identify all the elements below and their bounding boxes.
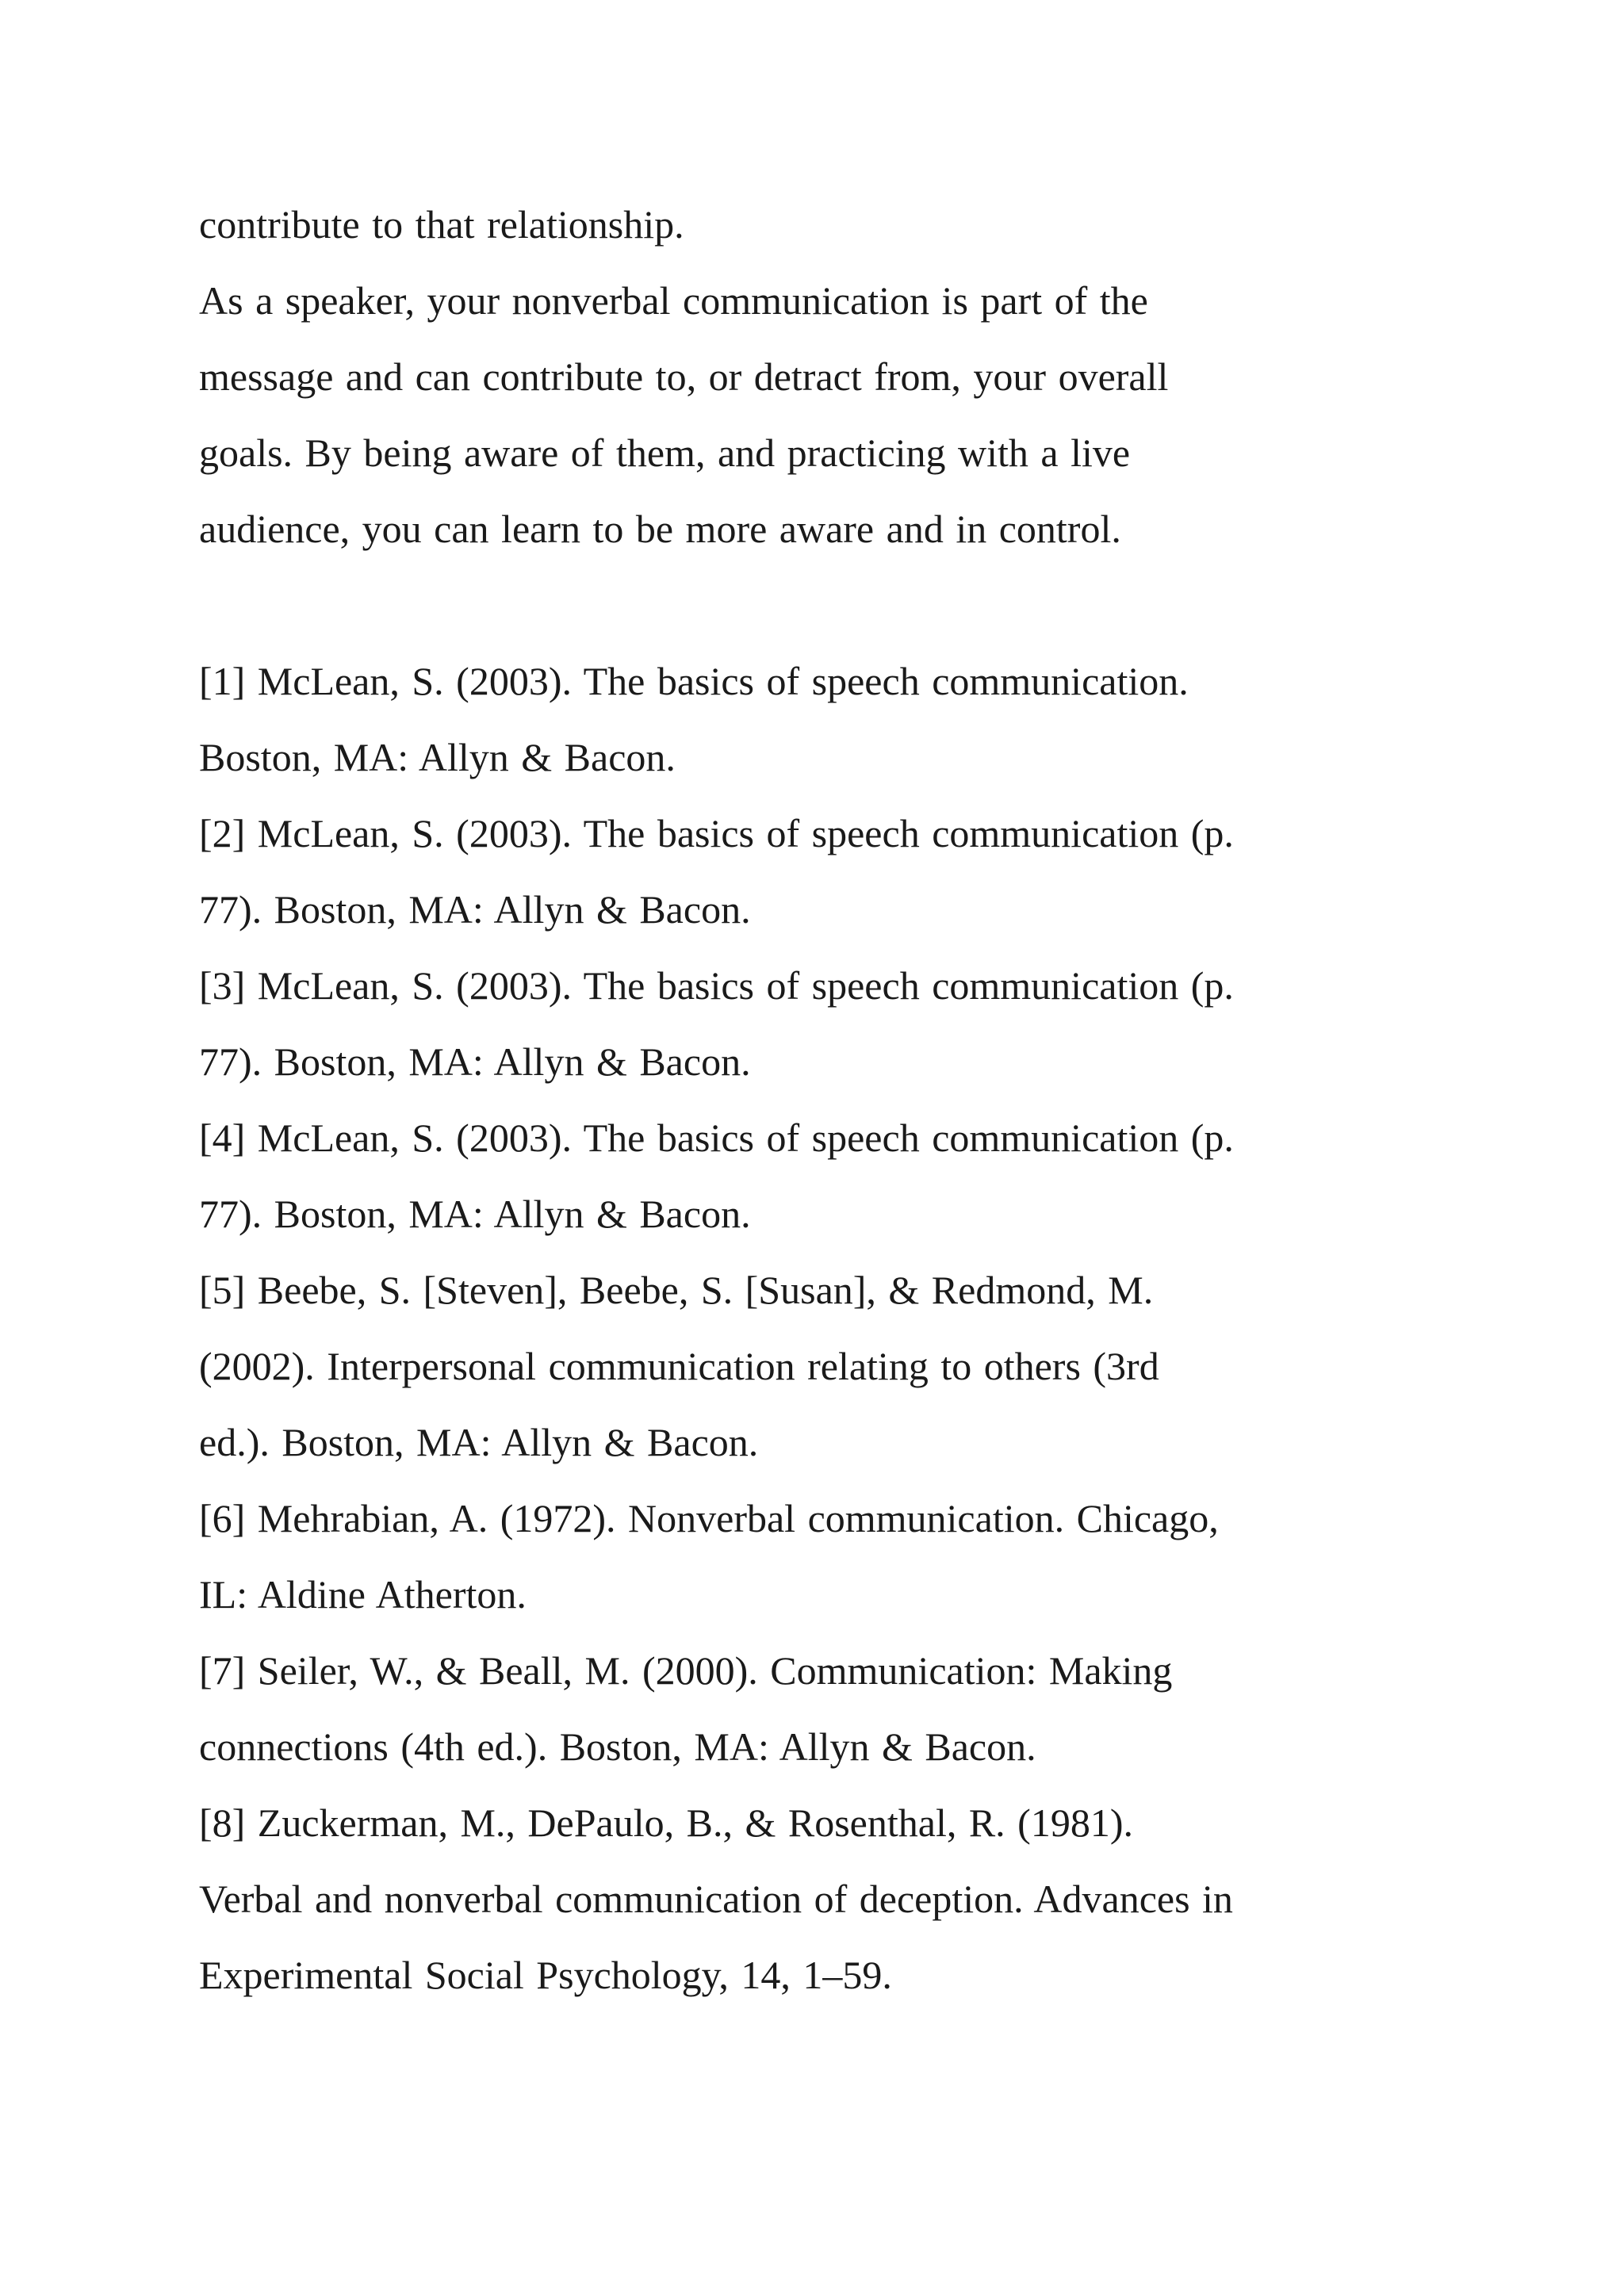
reference-line: [6] Mehrabian, A. (1972). Nonverbal communication. Chicago, — [199, 1496, 1219, 1540]
reference-item — [199, 1100, 1452, 1252]
reference-item — [199, 1480, 1452, 1632]
reference-line: [3] McLean, S. (2003). The basics of speech communication (p. — [199, 963, 1234, 1008]
body-line: contribute to that relationship. — [199, 202, 684, 247]
reference-item — [199, 643, 1452, 795]
reference-item — [199, 1785, 1452, 2013]
body-line: audience, you can learn to be more aware and in control. — [199, 507, 1121, 551]
body-line: message and can contribute to, or detract from, your overall — [199, 354, 1169, 399]
reference-line: (2002). Interpersonal communication relating to others (3rd — [199, 1344, 1159, 1388]
reference-line: 77). Boston, MA: Allyn & Bacon. — [199, 887, 751, 932]
reference-list — [199, 643, 1452, 2013]
reference-line: Boston, MA: Allyn & Bacon. — [199, 735, 676, 779]
reference-line: [8] Zuckerman, M., DePaulo, B., & Rosenthal, R. (1981). — [199, 1800, 1133, 1845]
reference-line: connections (4th ed.). Boston, MA: Allyn & Bacon. — [199, 1724, 1036, 1769]
reference-line: [2] McLean, S. (2003). The basics of speech communication (p. — [199, 811, 1234, 855]
reference-item — [199, 947, 1452, 1100]
page-content — [199, 186, 1452, 2013]
reference-line: ed.). Boston, MA: Allyn & Bacon. — [199, 1420, 759, 1464]
reference-line: [5] Beebe, S. [Steven], Beebe, S. [Susan], & Redmond, M. — [199, 1268, 1154, 1312]
body-line: goals. By being aware of them, and practicing with a live — [199, 430, 1131, 475]
reference-line: [7] Seiler, W., & Beall, M. (2000). Communication: Making — [199, 1648, 1173, 1693]
reference-item — [199, 1252, 1452, 1480]
reference-item — [199, 795, 1452, 947]
reference-line: 77). Boston, MA: Allyn & Bacon. — [199, 1192, 751, 1236]
reference-line: Verbal and nonverbal communication of deception. Advances in — [199, 1877, 1233, 1921]
reference-item — [199, 1632, 1452, 1785]
paragraph-gap — [199, 567, 1452, 643]
reference-line: [1] McLean, S. (2003). The basics of speech communication. — [199, 659, 1189, 703]
reference-line: 77). Boston, MA: Allyn & Bacon. — [199, 1039, 751, 1084]
reference-line: [4] McLean, S. (2003). The basics of speech communication (p. — [199, 1115, 1234, 1160]
body-paragraph — [199, 186, 1452, 567]
reference-line: Experimental Social Psychology, 14, 1–59. — [199, 1953, 892, 1997]
reference-line: IL: Aldine Atherton. — [199, 1572, 527, 1617]
body-line: As a speaker, your nonverbal communication is part of the — [199, 278, 1148, 323]
